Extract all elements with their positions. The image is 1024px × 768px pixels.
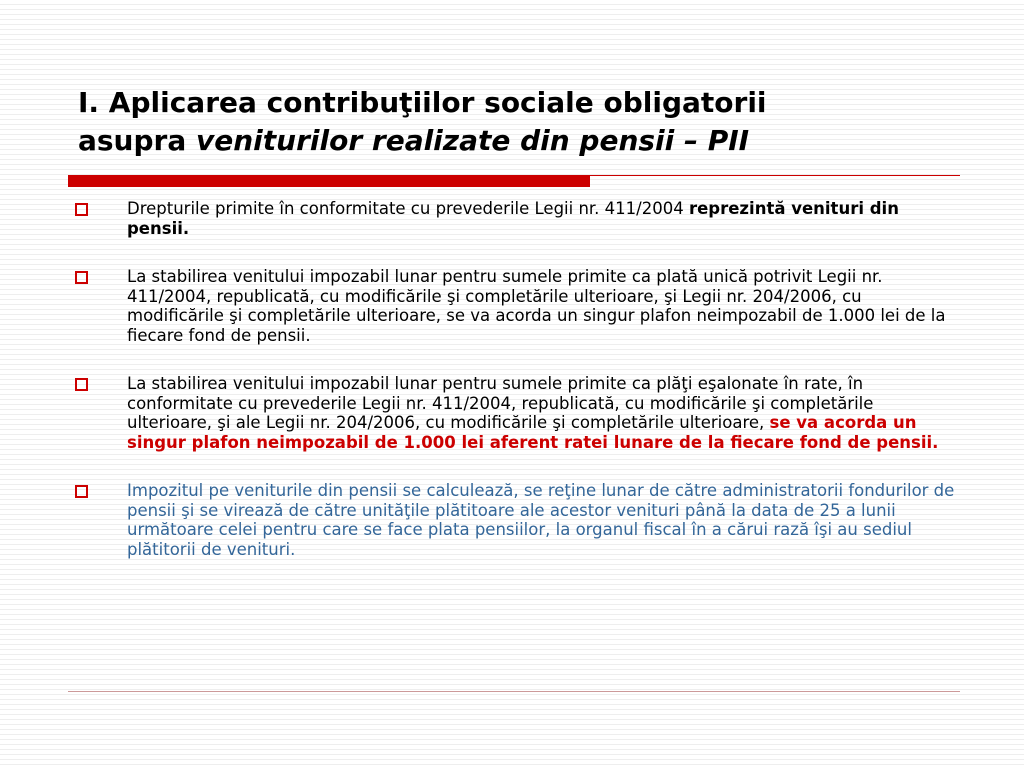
slide-title-line2-italic: veniturilor realizate din pensii – PII bbox=[196, 124, 750, 157]
bullet-item bbox=[72, 199, 962, 238]
title-underline-thick bbox=[68, 175, 590, 187]
slide-title bbox=[78, 84, 978, 160]
bullet-blue-text: Impozitul pe veniturile din pensii se calculează, se reţine lunar de către administratorii fondurilor de pensii şi se virează de către unităţile plătitoare ale acestor venituri până la data de 25 a lunii următoare celei pentru care se face plata pensiilor, la organul fiscal în a cărui rază îşi au sediul plătitorii de venituri. bbox=[127, 481, 955, 559]
bullet-list bbox=[72, 199, 962, 559]
title-underline-thin bbox=[590, 175, 960, 176]
bullet-highlight-text: se va acorda un singur plafon neimpozabil de 1.000 lei aferent ratei lunare de la fiecare fond de pensii. bbox=[127, 413, 939, 452]
bullet-bold-text: reprezintă venituri din pensii. bbox=[127, 199, 899, 238]
slide-title-line1: I. Aplicarea contribuţiilor sociale obligatorii bbox=[78, 86, 767, 119]
hollow-square-bullet-icon bbox=[75, 485, 88, 498]
bullet-text: La stabilirea venitului impozabil lunar pentru sumele primite ca plată unică potrivit Legii nr. 411/2004, republicată, cu modificările şi completările ulterioare, şi Legii nr. 204/2006, cu modificările şi completările ulterioare, se va acorda un singur plafon neimpozabil de 1.000 lei de la fiecare fond de pensii. bbox=[127, 267, 946, 345]
footer-divider bbox=[68, 691, 960, 692]
bullet-text: La stabilirea venitului impozabil lunar pentru sumele primite ca plăţi eşalonate în rate, în conformitate cu prevederile Legii nr. 411/2004, republicată, cu modificările şi completările ulterioare, şi ale Legii nr. 204/2006, cu modificările şi completările ulterioare, bbox=[127, 374, 874, 432]
bullet-item bbox=[72, 374, 962, 452]
slide-title-line2-prefix: asupra bbox=[78, 124, 196, 157]
hollow-square-bullet-icon bbox=[75, 203, 88, 216]
hollow-square-bullet-icon bbox=[75, 271, 88, 284]
bullet-item bbox=[72, 267, 962, 345]
bullet-text: Drepturile primite în conformitate cu prevederile Legii nr. 411/2004 bbox=[127, 199, 689, 218]
hollow-square-bullet-icon bbox=[75, 378, 88, 391]
bullet-item bbox=[72, 481, 962, 559]
